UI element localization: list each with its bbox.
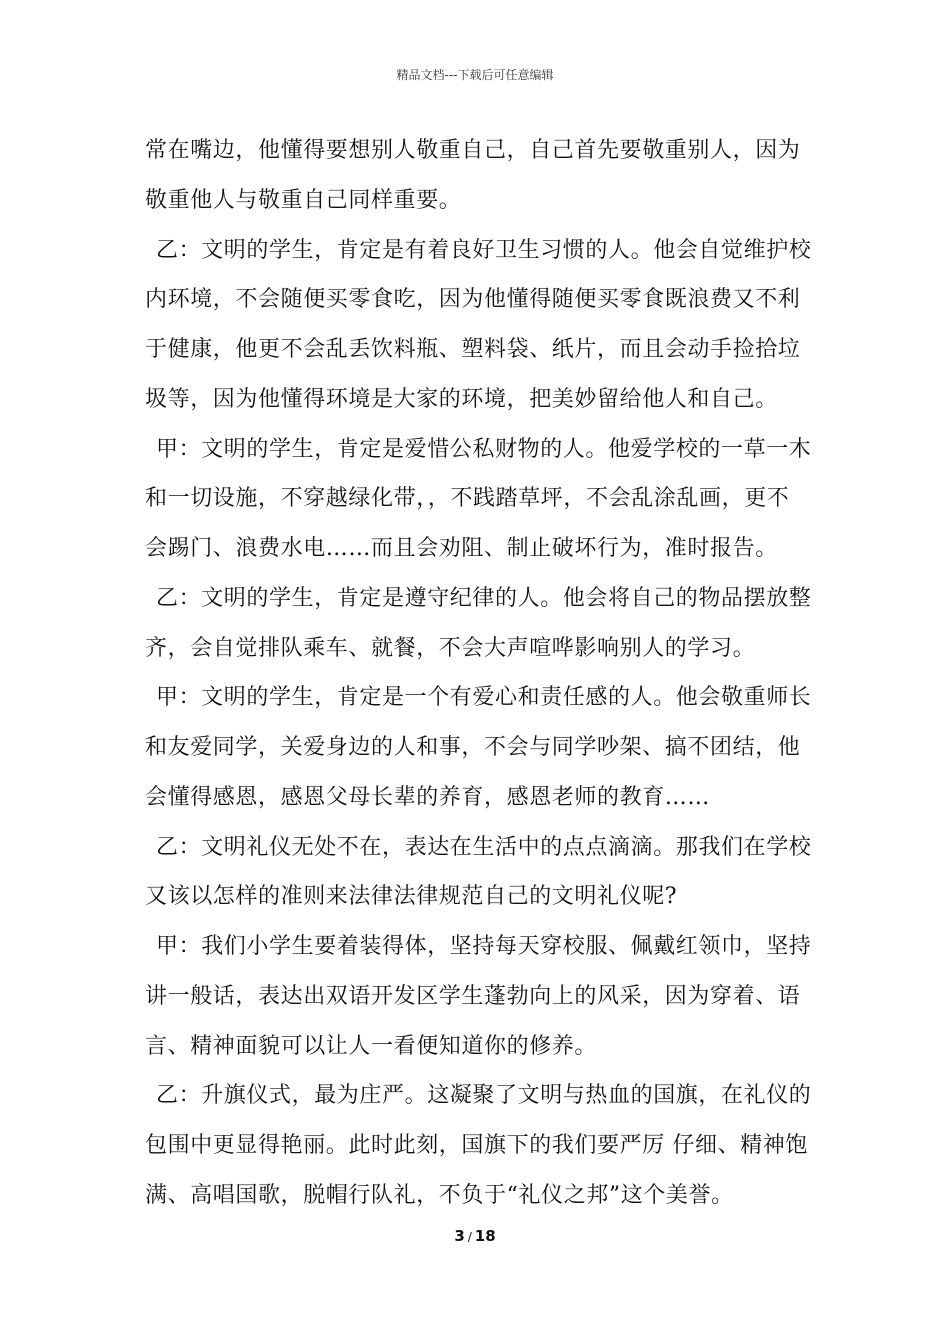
text-line: 常在嘴边，他懂得要想别人敬重自己，自己首先要敬重别人，因为 <box>145 138 801 163</box>
text-line: 甲：文明的学生，肯定是一个有爱心和责任感的人。他会敬重师长 <box>156 685 812 711</box>
page-header <box>0 67 950 83</box>
text-line: 甲：文明的学生，肯定是爱惜公私财物的人。他爱学校的一草一木 <box>156 436 812 462</box>
text-line: 敬重他人与敬重自己同样重要。 <box>145 187 462 213</box>
text-line: 和一切设施，不穿越绿化带，，不践踏草坪，不会乱涂乱画，更不 <box>145 486 790 512</box>
text-line: 内环境，不会随便买零食吃，因为他懂得随便买零食既浪费又不利 <box>145 287 801 313</box>
text-line: 齐，会自觉排队乘车、就餐，不会大声喧哗影响别人的学习。 <box>145 635 756 661</box>
text-line: 会懂得感恩，感恩父母长辈的养育，感恩老师的教育…… <box>145 784 711 810</box>
text-line: 和友爱同学，关爱身边的人和事，不会与同学吵架、搞不团结，他 <box>145 735 801 760</box>
text-line: 满、高唱国歌，脱帽行队礼，不负于“礼仪之邦”这个美誉。 <box>145 1182 734 1208</box>
text-line: 讲一般话，表达出双语开发区学生蓬勃向上的风采，因为穿着、语 <box>145 983 801 1009</box>
text-line: 又该以怎样的准则来法律法律规范自己的文明礼仪呢? <box>145 884 678 910</box>
text-line: 于健康，他更不会乱丢饮料瓶、塑料袋、纸片，而且会动手捡拾垃 <box>145 337 801 362</box>
text-line: 会踢门、浪费水电……而且会劝阻、制止破坏行为，准时报告。 <box>145 536 778 561</box>
text-line: 甲：我们小学生要着装得体，坚持每天穿校服、佩戴红领巾，坚持 <box>156 934 812 959</box>
page-number <box>0 1226 950 1247</box>
document-body <box>145 126 812 1221</box>
text-line: 圾等，因为他懂得环境是大家的环境，把美妙留给他人和自己。 <box>145 386 778 412</box>
total-pages: 18 <box>474 1227 496 1245</box>
text-line: 乙：文明的学生，肯定是有着良好卫生习惯的人。他会自觉维护校 <box>156 237 812 263</box>
text-line: 乙：升旗仪式，最为庄严。这凝聚了文明与热血的国旗，在礼仪的 <box>156 1083 812 1109</box>
current-page: 3 <box>454 1227 465 1245</box>
text-line: 乙：文明礼仪无处不在，表达在生活中的点点滴滴。那我们在学校 <box>156 834 812 860</box>
text-line: 言、精神面貌可以让人一看便知道你的修养。 <box>145 1033 598 1059</box>
page-separator: / <box>467 1230 472 1244</box>
text-line: 乙：文明的学生，肯定是遵守纪律的人。他会将自己的物品摆放整 <box>156 585 812 611</box>
text-line: 包围中更显得艳丽。此时此刻，国旗下的我们要严厉 仔细、精神饱 <box>145 1133 808 1158</box>
header-text: 精品文档---下载后可任意编辑 <box>396 68 554 82</box>
